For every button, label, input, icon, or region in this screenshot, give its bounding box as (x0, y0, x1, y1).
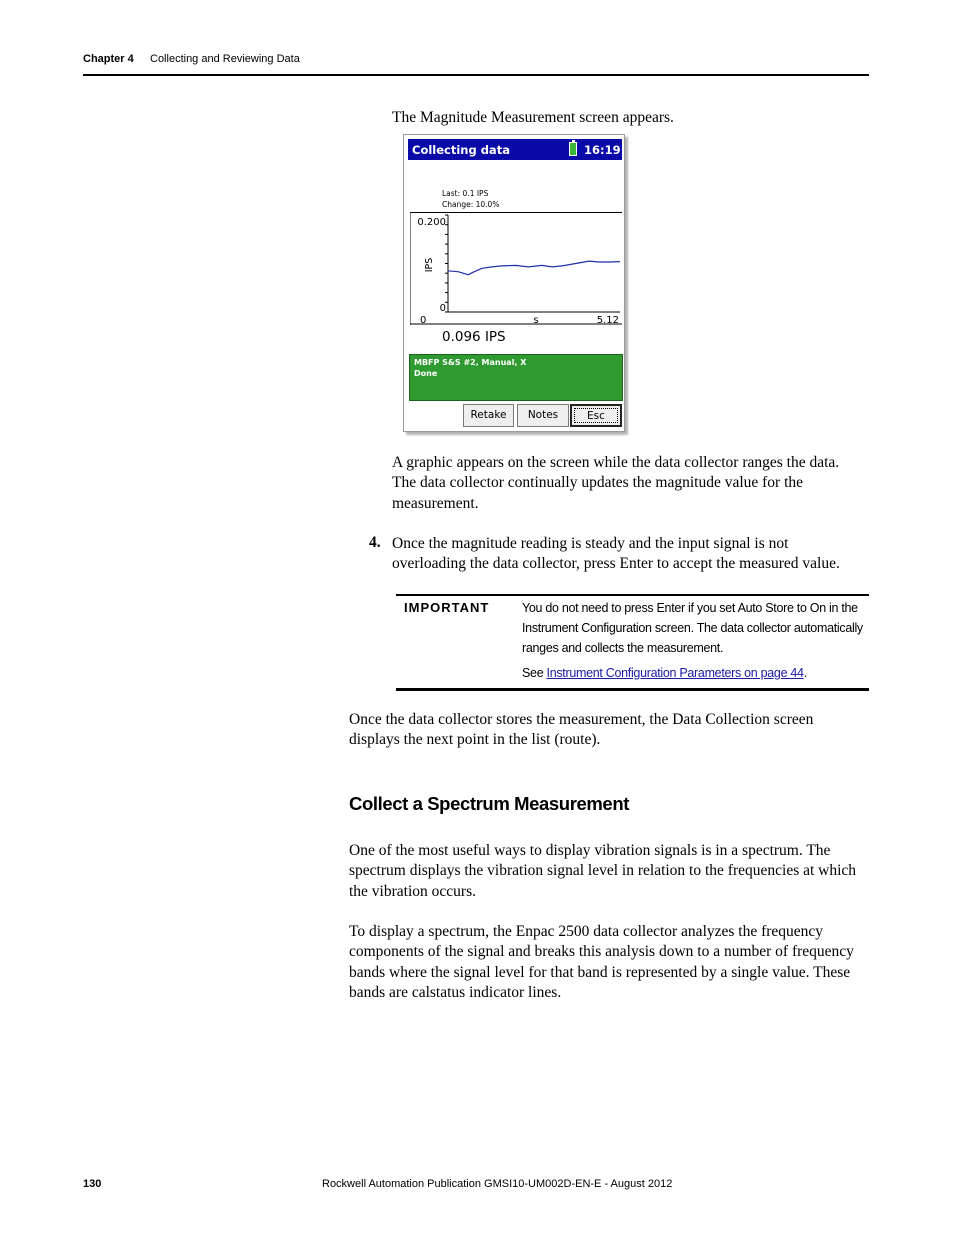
retake-button[interactable]: Retake (463, 404, 514, 427)
important-see (522, 663, 807, 683)
intro-line: The Magnitude Measurement screen appears. (392, 109, 674, 126)
see-prefix: See (522, 666, 547, 680)
status-state: Done (414, 369, 438, 378)
step-text (392, 534, 840, 575)
para-stores-line: Once the data collector stores the measurement, the Data Collection screen (349, 711, 814, 728)
magnitude-reading: 0.096 IPS (442, 329, 506, 345)
para-display-line: bands where the signal level for that band is represented by a single value. These (349, 963, 851, 981)
change-value: Change: 10.0% (442, 200, 500, 209)
section-heading: Collect a Spectrum Measurement (349, 793, 629, 814)
magnitude-series-line (448, 261, 620, 275)
last-value: Last: 0.1 IPS (442, 189, 489, 198)
instrument-config-link[interactable]: Instrument Configuration Parameters on page 44 (546, 666, 804, 680)
para-spectrum-line: the vibration occurs. (349, 882, 476, 900)
device-time: 16:19 (584, 143, 621, 157)
para-graphic-line: measurement. (392, 494, 479, 512)
magnitude-chart (410, 213, 622, 325)
battery-icon (569, 142, 577, 156)
status-point-name: MBFP S&S #2, Manual, X (414, 358, 527, 367)
status-panel (409, 354, 623, 401)
para-display (349, 922, 854, 1003)
publication-info: Rockwell Automation Publication GMSI10-UM002D-EN-E - August 2012 (322, 1178, 673, 1190)
y-axis-label: IPS (424, 257, 435, 273)
chapter-title: Collecting and Reviewing Data (150, 53, 300, 65)
header-rule (83, 74, 869, 76)
notes-button[interactable]: Notes (517, 404, 569, 427)
para-display-line: To display a spectrum, the Enpac 2500 data collector analyzes the frequency (349, 923, 824, 940)
see-suffix: . (803, 666, 807, 680)
page-number: 130 (83, 1178, 102, 1190)
important-top-rule (396, 594, 869, 596)
para-graphic-line: A graphic appears on the screen while the data collector ranges the data. (392, 454, 840, 471)
chapter-label: Chapter 4 (83, 53, 134, 65)
important-label: IMPORTANT (404, 600, 490, 615)
y-tick-label: 0 (439, 303, 446, 314)
x-tick-label: 0 (420, 315, 427, 325)
step-number: 4. (369, 534, 381, 551)
esc-button[interactable]: Esc (570, 404, 622, 427)
x-axis-label: s (533, 315, 539, 325)
device-titlebar (408, 139, 622, 160)
para-graphic-line: The data collector continually updates the magnitude value for the (392, 474, 804, 492)
para-display-line: bands are calstatus indicator lines. (349, 983, 562, 1001)
para-display-line: components of the signal and breaks this analysis down to a number of frequency (349, 943, 854, 961)
device-screenshot (403, 134, 625, 432)
y-tick-label: 0.200 (417, 217, 446, 228)
x-tick-label: 5.12 (596, 315, 619, 325)
important-text (522, 598, 869, 658)
important-line: You do not need to press Enter if you set Auto Store to On in the (522, 601, 858, 615)
last-change-readout (442, 188, 499, 210)
para-spectrum-line: spectrum displays the vibration signal level in relation to the frequencies at which (349, 862, 857, 880)
important-line: Instrument Configuration screen. The data collector automatically (522, 621, 863, 635)
step-line: Once the magnitude reading is steady and the input signal is not (392, 535, 789, 552)
important-line: ranges and collects the measurement. (522, 641, 724, 655)
para-graphic (392, 453, 839, 514)
step-line: overloading the data collector, press Enter to accept the measured value. (392, 555, 840, 573)
para-spectrum-line: One of the most useful ways to display vibration signals is in a spectrum. The (349, 842, 831, 859)
important-bottom-rule (396, 688, 869, 691)
device-title: Collecting data (412, 143, 510, 157)
para-spectrum (349, 841, 856, 902)
para-stores (349, 710, 813, 751)
para-stores-line: displays the next point in the list (route). (349, 731, 601, 749)
